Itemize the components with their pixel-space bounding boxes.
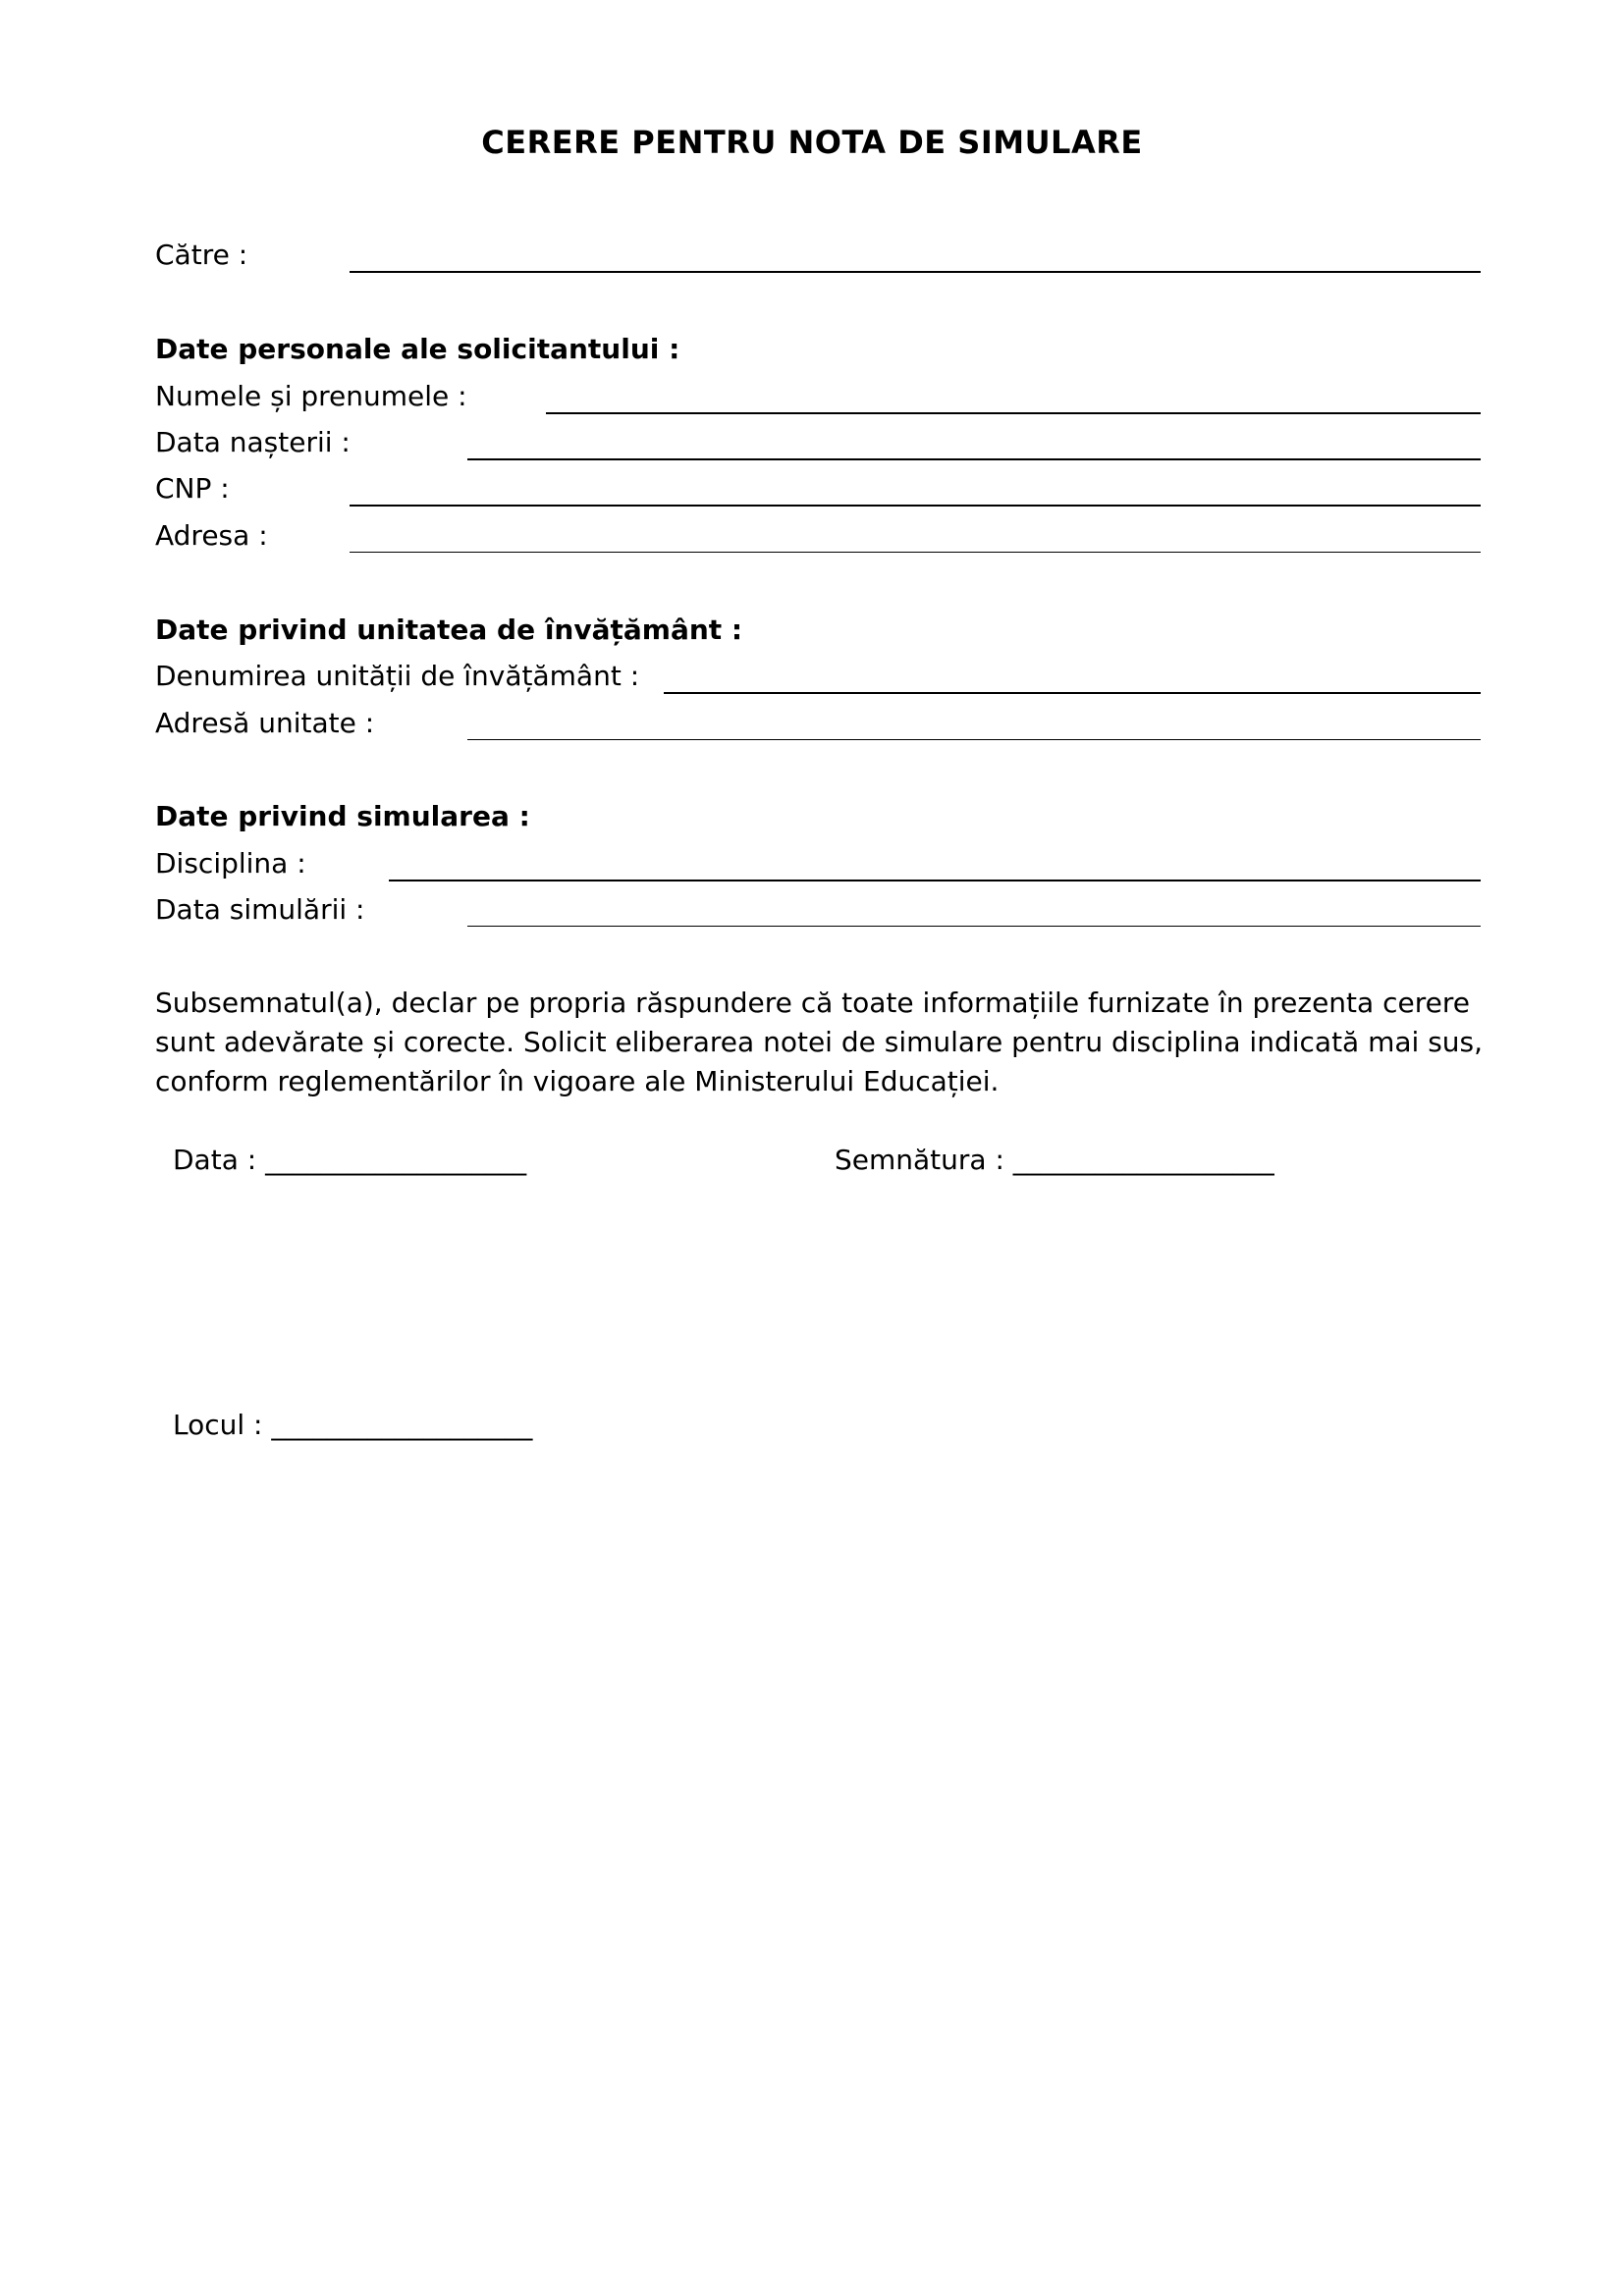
birthdate-label: Data nașterii : (155, 426, 351, 458)
document-title: CERERE PENTRU NOTA DE SIMULARE (481, 124, 1143, 161)
school-name-label: Denumirea unității de învățământ : (155, 660, 640, 692)
name-field-line[interactable] (546, 412, 1481, 414)
school-data-heading: Date privind unitatea de învățământ : (155, 614, 743, 646)
simulation-date-field-line[interactable] (467, 926, 1481, 927)
cnp-field-line[interactable] (350, 505, 1481, 507)
name-label: Numele și prenumele : (155, 380, 467, 412)
cnp-label: CNP : (155, 472, 230, 505)
school-address-label: Adresă unitate : (155, 707, 375, 739)
catre-field-line[interactable] (350, 271, 1481, 273)
signature-field[interactable]: Semnătura : ___________________ (835, 1144, 1274, 1176)
birthdate-field-line[interactable] (467, 458, 1481, 460)
place-field[interactable]: Locul : ___________________ (173, 1409, 533, 1441)
simulation-data-heading: Date privind simularea : (155, 800, 530, 832)
address-field-line[interactable] (350, 552, 1481, 553)
school-name-field-line[interactable] (664, 692, 1481, 694)
declaration-paragraph: Subsemnatul(a), declar pe propria răspundere că toate informațiile furnizate în prezenta cerere sunt adevărate și corecte. Solicit eliberarea notei de simulare pentru disciplina indicată mai sus, conform reglementărilor în vigoare ale Ministerului Educației. (155, 987, 1484, 1097)
discipline-field-line[interactable] (389, 880, 1481, 881)
school-address-field-line[interactable] (467, 739, 1481, 740)
catre-label: Către : (155, 239, 248, 271)
address-label: Adresa : (155, 519, 268, 552)
date-signature-field[interactable]: Data : ___________________ (173, 1144, 527, 1176)
personal-data-heading: Date personale ale solicitantului : (155, 333, 680, 365)
discipline-label: Disciplina : (155, 847, 306, 880)
simulation-date-label: Data simulării : (155, 893, 365, 926)
